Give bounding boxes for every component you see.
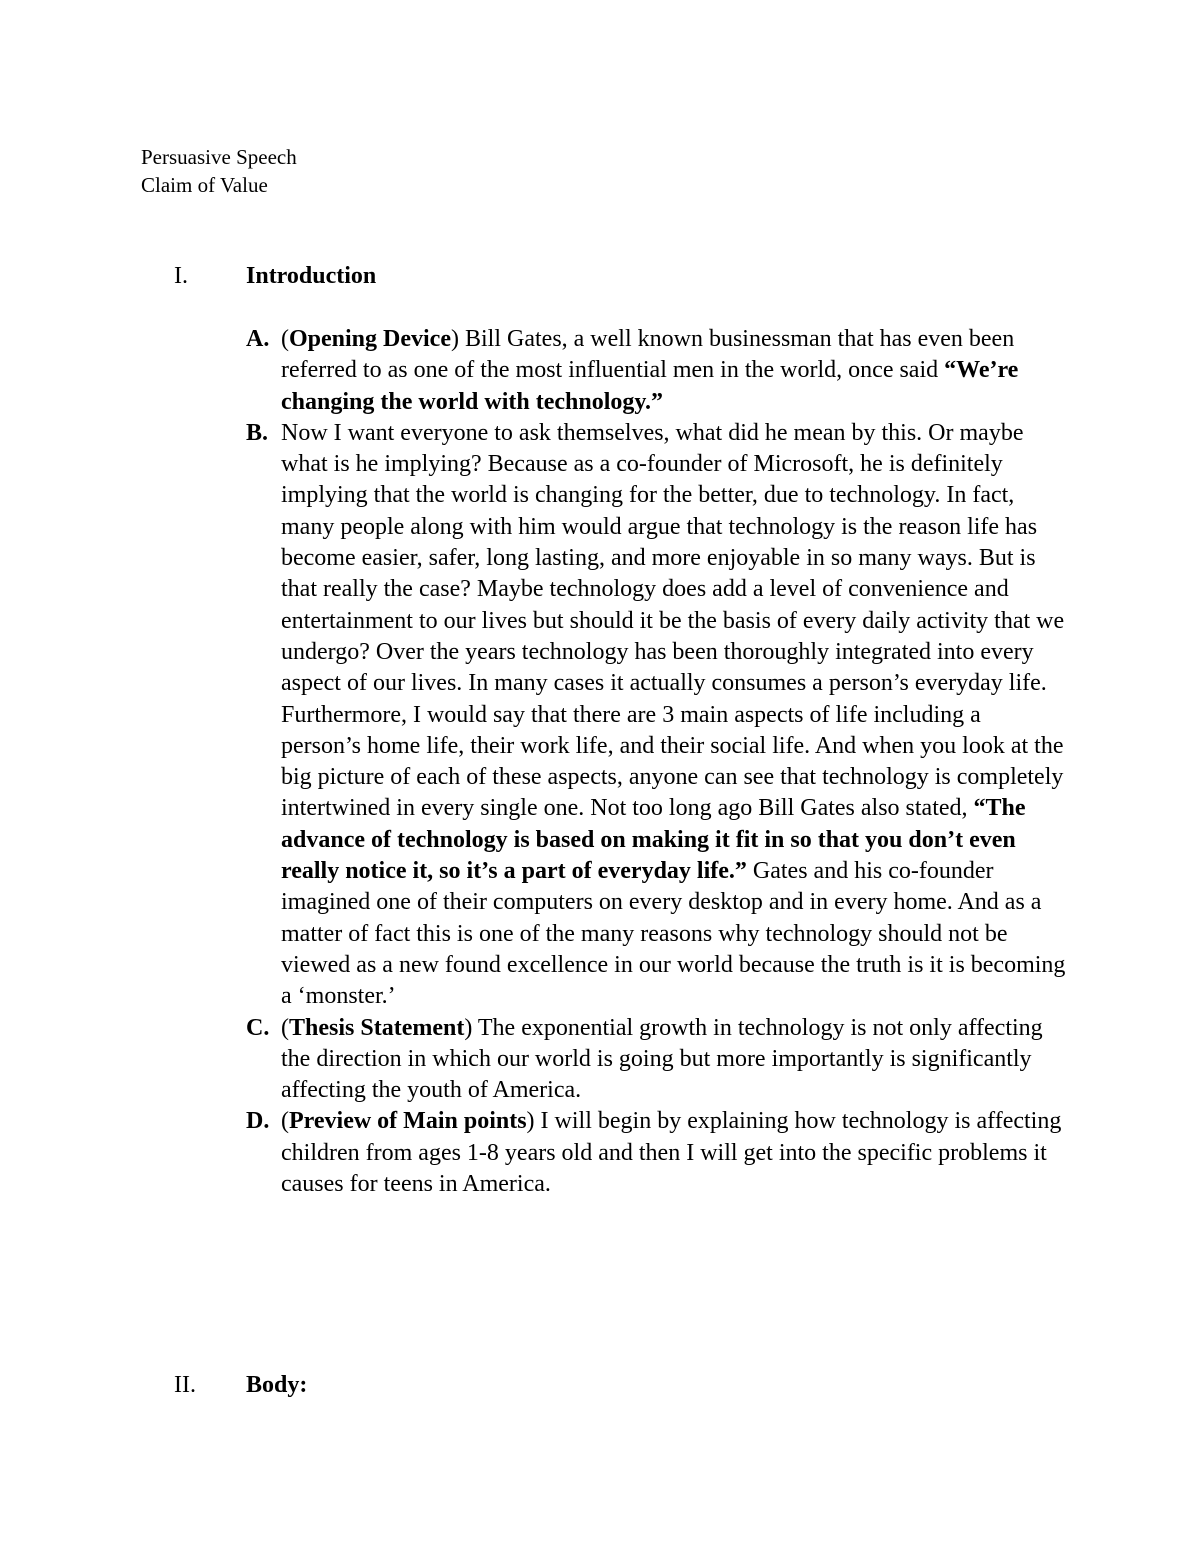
item-text <box>281 324 1066 418</box>
item-letter: A. <box>246 326 270 352</box>
item-body: Now I want everyone to ask themselves, what did he mean by this. Or maybe what is he implying? Because as a co-founder of Microsoft, he is definitely implying that the world is changing for the better, due to technology. In fact, many people along with him would argue that technology is the reason life has become easier, safer, long lasting, and more enjoyable in so many ways. But is that really the case? Maybe technology does add a level of convenience and entertainment to our lives but should it be the basis of every daily activity that we undergo? Over the years technology has been thoroughly integrated into every aspect of our lives. In many cases it actually consumes a person’s everyday life. Furthermore, I would say that there are 3 main aspects of life including a person’s home life, their work life, and their social life. And when you look at the big picture of each of these aspects, anyone can see that technology is completely intertwined in every single one. Not too long ago Bill Gates also stated, <box>281 419 1065 822</box>
section-numeral: II. <box>174 1372 196 1398</box>
intro-item-a <box>246 324 1066 418</box>
label-paren-close: ) <box>451 326 459 352</box>
item-text <box>281 1013 1066 1107</box>
intro-item-d <box>246 1106 1066 1200</box>
item-letter: D. <box>246 1108 270 1135</box>
item-body-continued: Gates and his co-founder imagined one of their computers on every desktop and in every home. And as a matter of fact this is one of the many reasons why technology should not be viewed as a new found excellence in our world because the truth is it is becoming a ‘monster.’ <box>281 858 1066 1010</box>
item-body: I will begin by explaining how technology is affecting children from ages 1-8 years old and then I will get into the specific problems it causes for teens in America. <box>281 1108 1062 1198</box>
intro-item-list <box>246 324 1066 1200</box>
label-paren-close: ) <box>526 1108 535 1135</box>
document-header <box>141 143 297 199</box>
document-subtitle: Claim of Value <box>141 173 268 197</box>
section-heading-introduction <box>141 259 1081 293</box>
item-label: Opening Device <box>289 326 451 352</box>
section-numeral: I. <box>174 263 188 289</box>
item-body: The exponential growth in technology is not only affecting the direction in which our world is going but more importantly is significantly affecting the youth of America. <box>281 1014 1043 1104</box>
document-title: Persuasive Speech <box>141 145 297 169</box>
label-paren-open: ( <box>281 1014 289 1041</box>
item-text <box>281 1106 1066 1200</box>
item-text <box>281 418 1066 1013</box>
section-title: Body: <box>246 1372 308 1398</box>
section-title: Introduction <box>246 263 377 289</box>
item-letter: C. <box>246 1014 270 1041</box>
section-introduction <box>141 259 1081 1198</box>
item-label: Thesis Statement <box>289 1014 465 1041</box>
section-body <box>141 1368 1081 1402</box>
item-quote: “We’re changing the world with technology.” <box>281 357 1019 415</box>
label-paren-open: ( <box>281 326 289 352</box>
section-heading-body <box>141 1368 1081 1402</box>
item-label: Preview of Main points <box>289 1108 527 1135</box>
intro-item-b <box>246 418 1066 1013</box>
item-quote: “The advance of technology is based on making it fit in so that you don’t even really notice it, so it’s a part of everyday life.” <box>281 795 1026 885</box>
label-paren-open: ( <box>281 1108 289 1135</box>
item-body: Bill Gates, a well known businessman that has even been referred to as one of the most influential men in the world, once said <box>281 326 1015 384</box>
label-paren-close: ) <box>464 1014 473 1041</box>
intro-item-c <box>246 1013 1066 1107</box>
item-letter: B. <box>246 419 269 446</box>
